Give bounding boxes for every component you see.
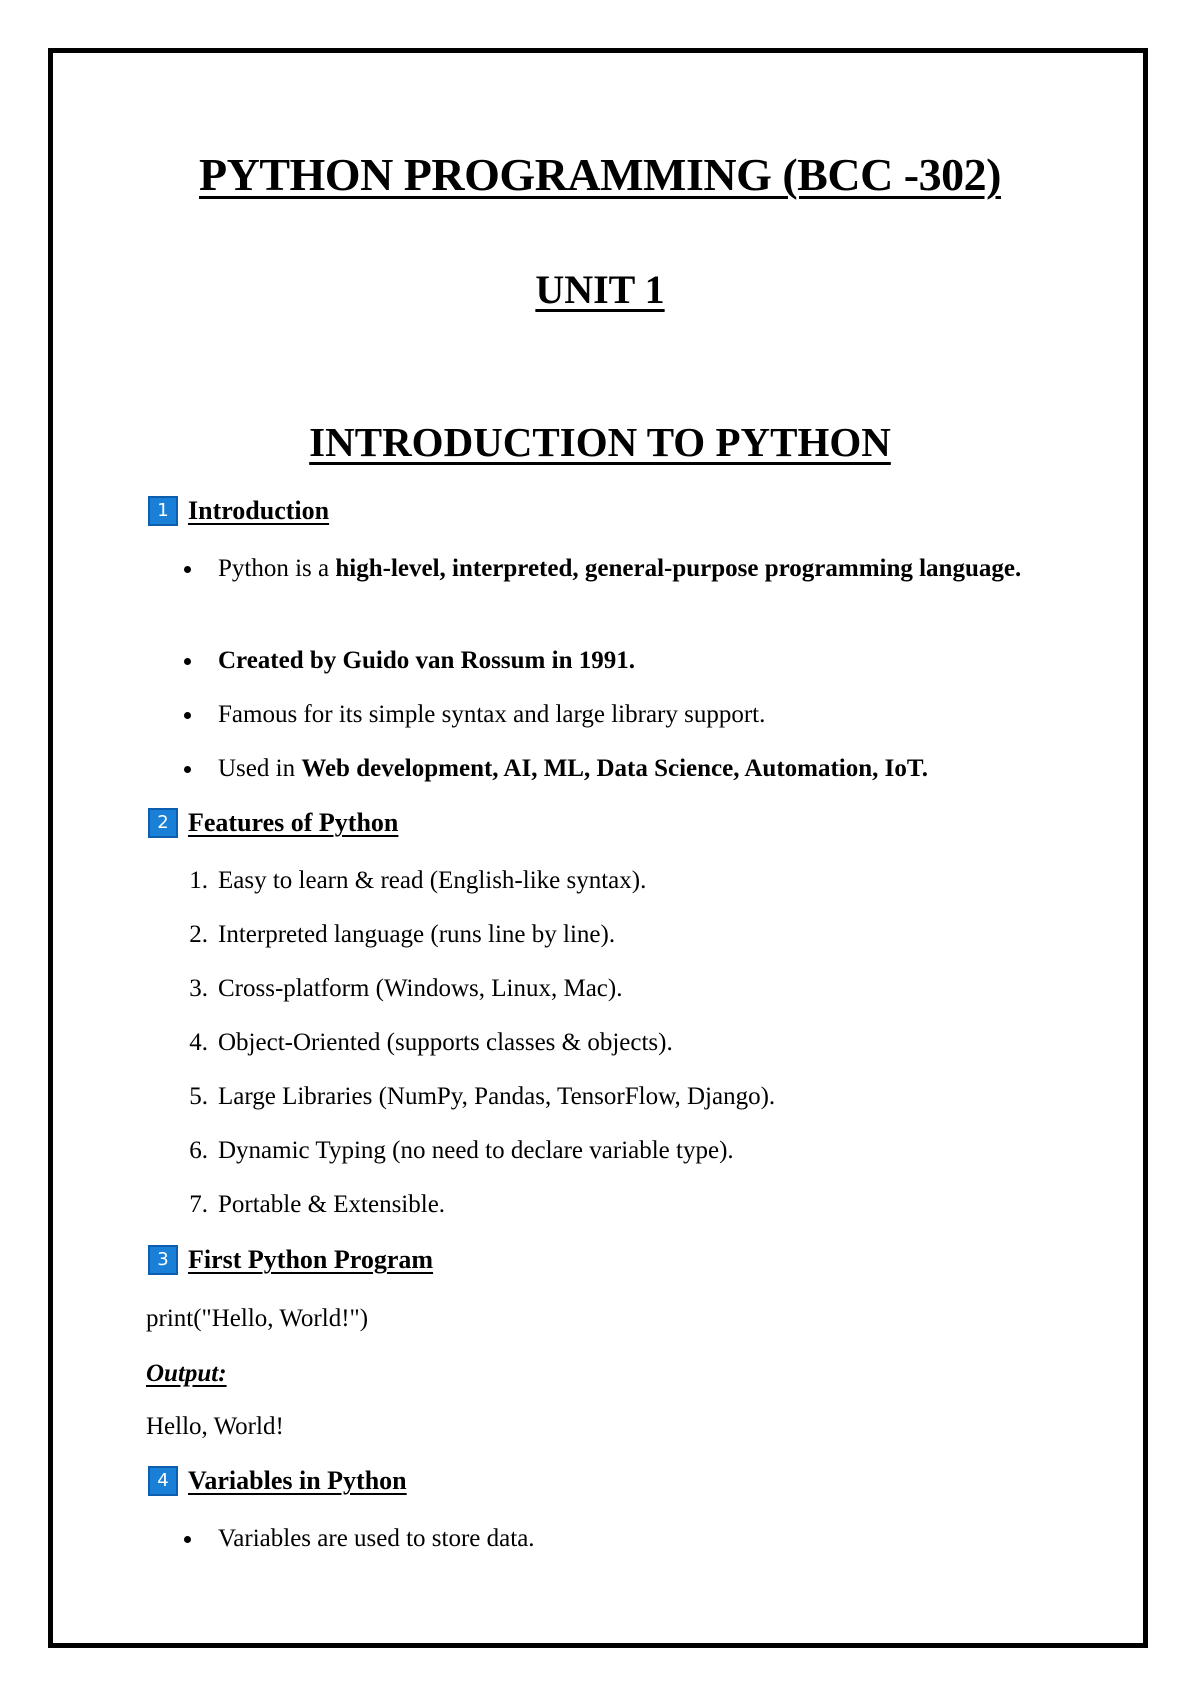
output-label: Output: bbox=[146, 1360, 227, 1387]
section-heading-text: Variables in Python bbox=[188, 1466, 407, 1495]
list-item: Python is a high-level, interpreted, general-purpose programming language. bbox=[218, 550, 1038, 588]
section-heading-introduction bbox=[148, 496, 329, 526]
list-item: 3. Cross-platform (Windows, Linux, Mac). bbox=[189, 975, 623, 1002]
list-item: Created by Guido van Rossum in 1991. bbox=[218, 642, 1038, 680]
section-heading-variables bbox=[148, 1466, 407, 1496]
section-heading-text: Features of Python bbox=[188, 808, 399, 837]
section-heading-first-program bbox=[148, 1245, 433, 1275]
number-four-badge-icon: 4 bbox=[148, 1466, 178, 1496]
section-heading-text: Introduction bbox=[188, 496, 330, 525]
output-text: Hello, World! bbox=[146, 1413, 284, 1440]
number-three-badge-icon: 3 bbox=[148, 1245, 178, 1275]
document-title: PYTHON PROGRAMMING (BCC -302) bbox=[199, 149, 1001, 200]
list-item: 6. Dynamic Typing (no need to declare variable type). bbox=[189, 1137, 734, 1164]
chapter-title: INTRODUCTION TO PYTHON bbox=[309, 419, 891, 465]
list-item: Famous for its simple syntax and large library support. bbox=[218, 696, 1038, 734]
list-item: 4. Object-Oriented (supports classes & objects). bbox=[189, 1029, 673, 1056]
list-item: 7. Portable & Extensible. bbox=[189, 1191, 446, 1218]
number-one-badge-icon: 1 bbox=[148, 496, 178, 526]
unit-title: UNIT 1 bbox=[535, 267, 665, 312]
list-item: 2. Interpreted language (runs line by line). bbox=[189, 921, 616, 948]
code-line: print("Hello, World!") bbox=[146, 1305, 369, 1332]
list-item: 1. Easy to learn & read (English-like syntax). bbox=[189, 867, 647, 894]
section-heading-text: First Python Program bbox=[188, 1245, 434, 1274]
number-two-badge-icon: 2 bbox=[148, 808, 178, 838]
list-item: Used in Web development, AI, ML, Data Science, Automation, IoT. bbox=[218, 750, 1038, 788]
list-item: 5. Large Libraries (NumPy, Pandas, TensorFlow, Django). bbox=[189, 1083, 776, 1110]
list-item: Variables are used to store data. bbox=[218, 1520, 1038, 1558]
section-heading-features bbox=[148, 808, 398, 838]
